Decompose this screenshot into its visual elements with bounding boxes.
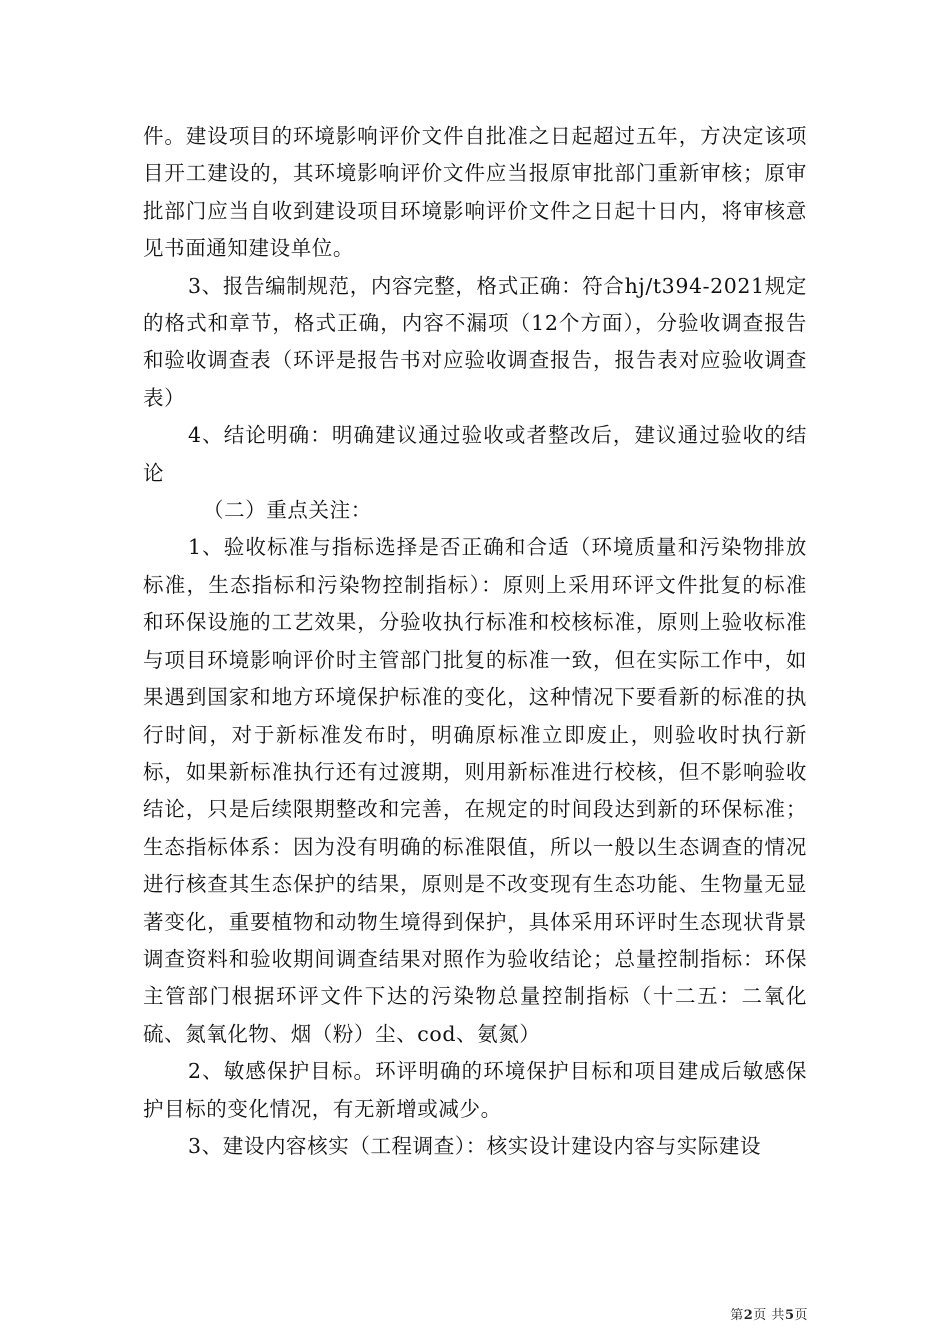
paragraph-continuation: 件。建设项目的环境影响评价文件自批准之日起超过五年，方决定该项目开工建设的，其环境影响评价文件应当报原审批部门重新审核；原审批部门应当自收到建设项目环境影响评价文件之日起十日内，将审核意见书面通知建设单位。 [143, 124, 807, 261]
page-footer [730, 1304, 808, 1323]
paragraph-item-4: 4、结论明确：明确建议通过验收或者整改后，建议通过验收的结论 [143, 423, 807, 485]
paragraph-focus-2: 2、敏感保护目标。环评明确的环境保护目标和项目建成后敏感保护目标的变化情况，有无新增或减少。 [143, 1059, 807, 1121]
paragraph-focus-1: 1、验收标准与指标选择是否正确和合适（环境质量和污染物排放标准，生态指标和污染物控制指标）：原则上采用环评文件批复的标准和环保设施的工艺效果，分验收执行标准和校核标准，原则上验收标准与项目环境影响评价时主管部门批复的标准一致，但在实际工作中，如果遇到国家和地方环境保护标准的变化，这种情况下要看新的标准的执行时间，对于新标准发布时，明确原标准立即废止，则验收时执行新标，如果新标准执行还有过渡期，则用新标准进行校核，但不影响验收结论，只是后续限期整改和完善，在规定的时间段达到新的环保标准；生态指标体系：因为没有明确的标准限值，所以一般以生态调查的情况进行核查其生态保护的结果，原则是不改变现有生态功能、生物量无显著变化，重要植物和动物生境得到保护，具体采用环评时生态现状背景调查资料和验收期间调查结果对照作为验收结论；总量控制指标：环保主管部门根据环评文件下达的污染物总量控制指标（十二五：二氧化硫、氮氧化物、烟（粉）尘、cod、氨氮） [143, 535, 807, 1046]
footer-middle: 页 共 [753, 1308, 785, 1323]
footer-page-number: 2 [743, 1308, 754, 1323]
section-heading: （二）重点关注： [203, 498, 372, 523]
document-body [143, 118, 807, 1165]
footer-suffix: 页 [794, 1308, 808, 1323]
paragraph-item-3: 3、报告编制规范，内容完整，格式正确：符合hj/t394-2021规定的格式和章节，格式正确，内容不漏项（12个方面），分验收调查报告和验收调查表（环评是报告书对应验收调查报告，报告表对应验收调查表） [143, 273, 807, 410]
footer-prefix: 第 [730, 1308, 744, 1323]
footer-total-pages: 5 [784, 1308, 795, 1323]
paragraph-focus-3: 3、建设内容核实（工程调查）：核实设计建设内容与实际建设 [188, 1133, 762, 1158]
